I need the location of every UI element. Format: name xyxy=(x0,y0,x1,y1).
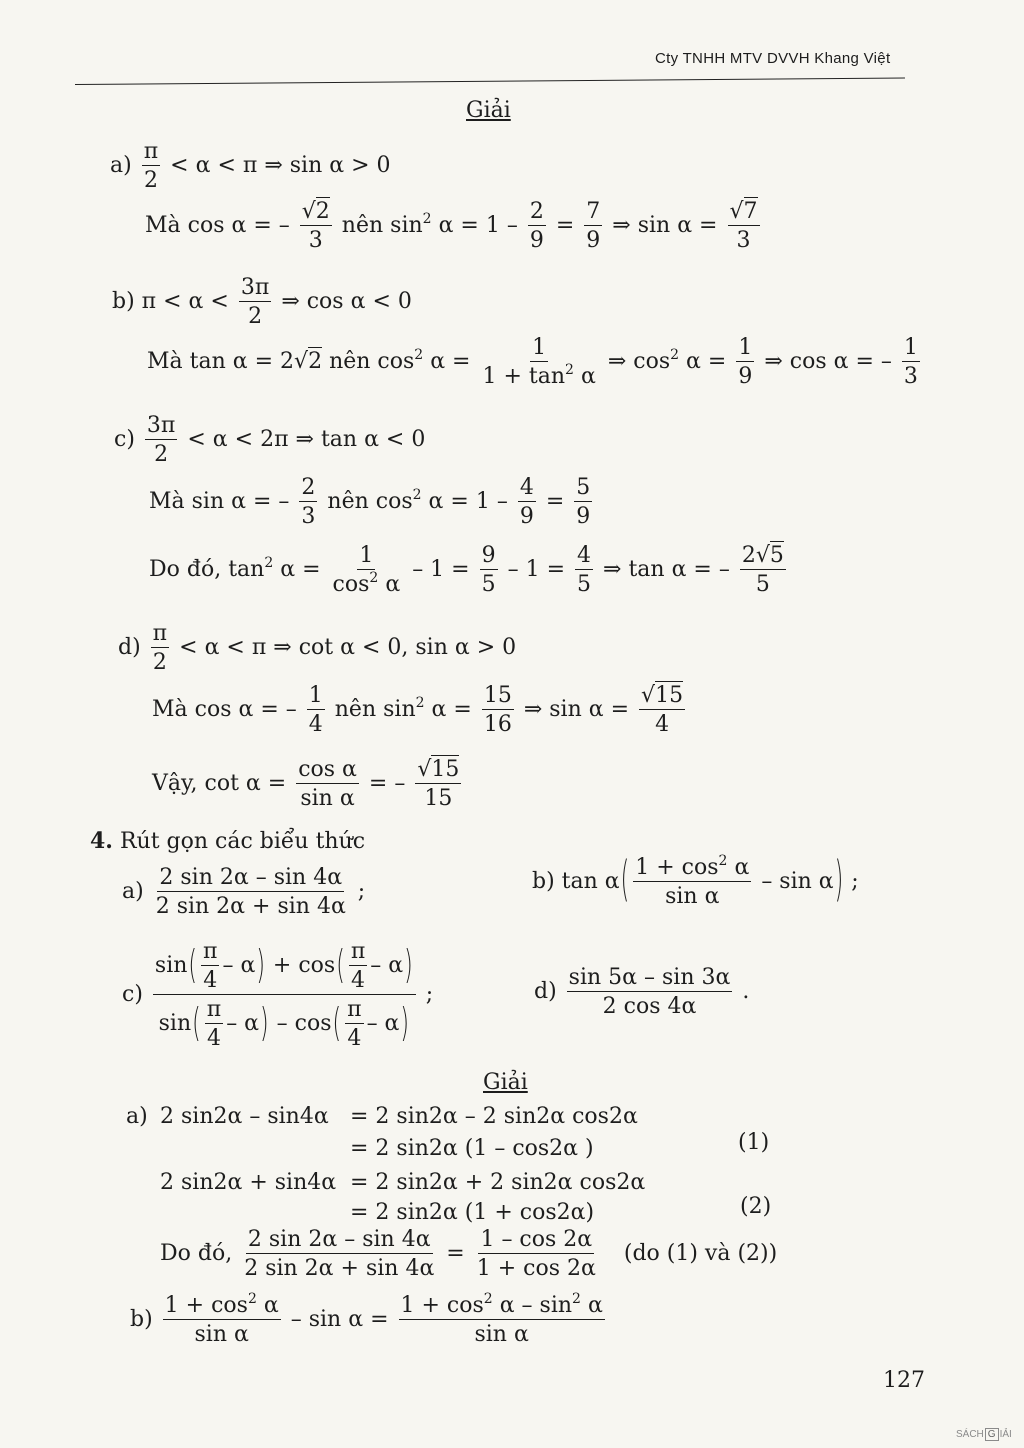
solution-title: Giải xyxy=(466,98,511,123)
part-c-line1: c) $\frac{3\pi}{2}$ < α < 2π ⇒ tan α < 0 xyxy=(114,413,426,468)
sol2-row3-right: = 2 sin2α + 2 sin2α cos2α xyxy=(350,1170,646,1195)
watermark-logo: SÁCH G IẢI xyxy=(956,1429,1012,1440)
part-a-line1: a) $\frac{\pi}{2}$ < α < π ⇒ sin α > 0 xyxy=(110,139,391,194)
sol2-do-do: Do đó, $\frac{2 \sin 2\alpha - \sin 4\alpha}{2 \sin 2\alpha + \sin 4\alpha}$ = $\frac{1 - \cos 2\alpha}{1 + \cos 2\alpha}$ (do (1) và (2)) xyxy=(160,1227,778,1282)
sol2-row4-right: = 2 sin2α (1 + cos2α) xyxy=(350,1200,595,1225)
company-header: Cty TNHH MTV DVVH Khang Việt xyxy=(655,50,891,67)
part-c-line2: Mà sin α = – $\frac{2}{3}$ nên $\cos^2 \alpha = 1$ – $\frac{4}{9}$ = $\frac{5}{9}$ xyxy=(149,475,591,530)
exercise-4b: b) tan α( $\frac{1 + \cos^2 \alpha}{\text{sin α}}$ – sin α) ; xyxy=(532,853,859,910)
part-b-line2: Mà tan α = 2√2 nên $\cos^2 \alpha$ = $\frac{1}{1 + \tan^2 \alpha}$ ⇒ $\cos^2 \alpha$ = $\frac{1}{9}$ ⇒ cos α = – $\frac{1}{3}$ xyxy=(147,335,918,390)
exercise-4a: a) $\frac{2 \sin 2\alpha - \sin 4\alpha}{2 \sin 2\alpha + \sin 4\alpha}$ ; xyxy=(122,865,366,920)
solution-2-title: Giải xyxy=(483,1070,528,1095)
sol2-row2-right: = 2 sin2α (1 – cos2α ) xyxy=(350,1136,594,1161)
part-c-line3: Do đó, $\tan^2 \alpha$ = $\frac{1}{\cos^2 \alpha}$ – 1 = $\frac{9}{5}$ – 1 = $\frac{4}{5}$ ⇒ tan α = – $\frac{2√5}{5}$ xyxy=(149,543,784,598)
part-d-line2: Mà cos α = – $\frac{1}{4}$ nên $\sin^2 \alpha$ = $\frac{15}{16}$ ⇒ sin α = $\frac{√15}{4}$ xyxy=(152,683,684,738)
part-b-line1: b) π < α < $\frac{3\pi}{2}$ ⇒ cos α < 0 xyxy=(112,275,412,330)
exercise-4d: d) $\frac{\sin 5\alpha - \sin 3\alpha}{2 \cos 4\alpha}$ . xyxy=(534,965,750,1020)
sol2-tag-1: (1) xyxy=(738,1130,770,1155)
sol2-row1-right: = 2 sin2α – 2 sin2α cos2α xyxy=(350,1104,638,1129)
part-d-line3: Vậy, cot α = $\frac{\text{cos α}}{\text{sin α}}$ = – $\frac{√15}{15}$ xyxy=(152,757,460,812)
header-rule xyxy=(75,77,905,85)
sol2-a-label: a) xyxy=(126,1104,148,1129)
sol2-row3-left: 2 sin2α + sin4α xyxy=(160,1170,337,1195)
sol2-row1-left: 2 sin2α – sin4α xyxy=(160,1104,329,1129)
exercise-4c: c) sin( $\frac{\pi}{4}$ – α) + cos( $\frac{\pi}{4}$ – α) sin( $\frac{\pi}{4}$ – α) – cos( $\frac{\pi}{4}$ – α) ; xyxy=(122,939,434,1052)
page-number: 127 xyxy=(883,1368,925,1393)
sol2-b: b) $\frac{1 + \cos^2 \alpha}{\text{sin α}}$ – sin α = $\frac{1 + \cos^2 \alpha - \sin^2 \alpha}{\text{sin α}}$ xyxy=(130,1291,603,1348)
sol2-tag-2: (2) xyxy=(740,1194,772,1219)
part-a-line2: Mà cos α = – $\frac{√2}{3}$ nên $\sin^2 \alpha = 1$ – $\frac{2}{9}$ = $\frac{7}{9}$ ⇒ sin α = $\frac{√7}{3}$ xyxy=(145,199,758,254)
exercise-4-heading: 4. Rút gọn các biểu thức xyxy=(90,828,366,854)
part-d-line1: d) $\frac{\pi}{2}$ < α < π ⇒ cot α < 0, sin α > 0 xyxy=(118,621,517,676)
